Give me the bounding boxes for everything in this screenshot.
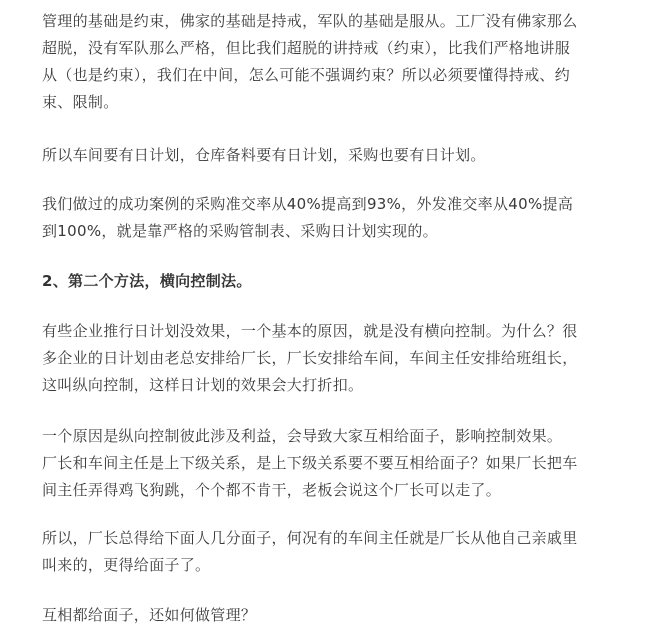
text-line: 超脱，没有军队那么严格，但比我们超脱的讲持戒（约束），比我们严格地讲服 — [42, 39, 571, 57]
paragraph-case-study — [42, 191, 622, 245]
text-line: 我们做过的成功案例的采购准交率从40%提高到93%，外发准交率从40%提高 — [42, 195, 574, 213]
text-line: 束、限制。 — [42, 93, 119, 111]
paragraph-horizontal-control — [42, 318, 622, 399]
text-line: 管理的基础是约束，佛家的基础是持戒，军队的基础是服从。工厂没有佛家那么 — [42, 12, 578, 30]
text-line: 叫来的，更得给面子了。 — [42, 556, 211, 574]
paragraph-face-saving — [42, 525, 622, 579]
heading-text: 2、第二个方法，横向控制法。 — [42, 272, 252, 290]
paragraph-daily-plan — [42, 142, 622, 169]
text-line: 所以车间要有日计划，仓库备料要有日计划，采购也要有日计划。 — [42, 146, 486, 164]
text-line: 间主任弄得鸡飞狗跳，个个都不肯干，老板会说这个厂长可以走了。 — [42, 481, 502, 499]
text-line: 厂长和车间主任是上下级关系，是上下级关系要不要互相给面子？如果厂长把车 — [42, 454, 578, 472]
section-heading — [42, 268, 622, 295]
text-line: 所以，厂长总得给下面人几分面子，何况有的车间主任就是厂长从他自己亲戚里 — [42, 529, 578, 547]
paragraph-question — [42, 602, 622, 629]
text-line: 互相都给面子，还如何做管理？ — [42, 606, 257, 624]
paragraph-vertical-interest — [42, 423, 622, 504]
text-line: 有些企业推行日计划没效果，一个基本的原因，就是没有横向控制。为什么？很 — [42, 322, 578, 340]
text-line: 到100%，就是靠严格的采购管制表、采购日计划实现的。 — [42, 222, 438, 240]
text-line: 这叫纵向控制，这样日计划的效果会大打折扣。 — [42, 376, 364, 394]
text-line: 一个原因是纵向控制彼此涉及利益，会导致大家互相给面子，影响控制效果。 — [42, 427, 563, 445]
paragraph-discipline — [42, 8, 622, 116]
text-line: 多企业的日计划由老总安排给厂长，厂长安排给车间，车间主任安排给班组长， — [42, 349, 578, 367]
text-line: 从（也是约束），我们在中间，怎么可能不强调约束？所以必须要懂得持戒、约 — [42, 66, 571, 84]
